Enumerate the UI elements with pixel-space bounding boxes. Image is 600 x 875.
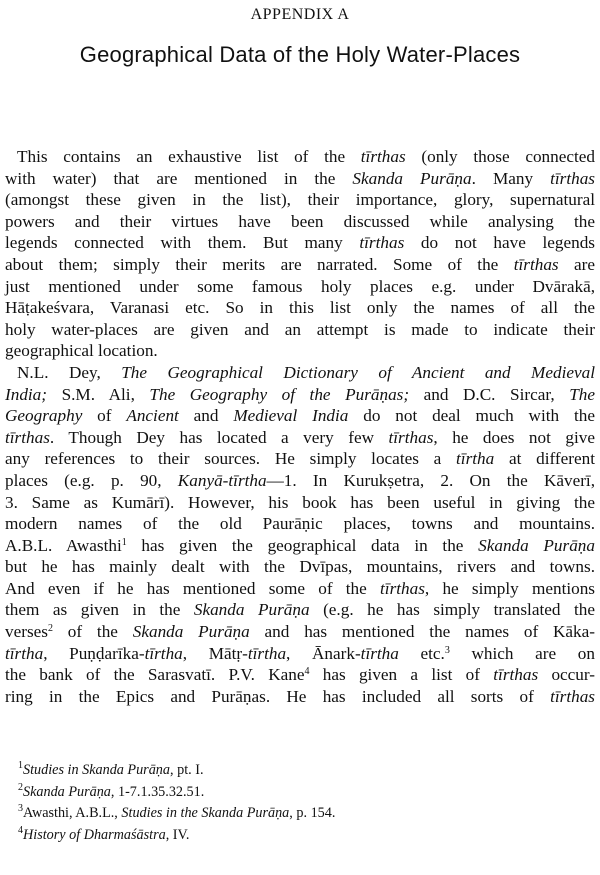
text-line: tīrtha, Puṇḍarīka-tīrtha, Mātṛ-tīrtha, Ānark-tīrtha etc.$^3$ which are on <box>5 643 595 663</box>
text-line: tīrthas. Though Dey has located a very few tīrthas, he does not give <box>5 427 595 447</box>
text-line: just mentioned under some famous holy places e.g. under Dvārakā, <box>5 276 595 296</box>
text-line: the bank of the Sarasvatī. P.V. Kane$^4$ has given a list of tīrthas occur- <box>5 665 595 685</box>
footnote-3: $^3$Awasthi, A.B.L., Studies in the Skanda Purāṇa, p. 154. <box>18 803 336 821</box>
appendix-label: APPENDIX A <box>250 6 350 23</box>
text-line: powers and their virtues have been discussed while analysing the <box>5 211 595 231</box>
text-line: with water) that are mentioned in the Skanda Purāṇa. Many tīrthas <box>5 168 595 188</box>
text-line: them as given in the Skanda Purāṇa (e.g. he has simply translated the <box>5 600 595 620</box>
text-line: N.L. Dey, The Geographical Dictionary of Ancient and Medieval <box>17 362 595 382</box>
text-line: about them; simply their merits are narrated. Some of the tīrthas are <box>5 254 595 274</box>
text-line: places (e.g. p. 90, Kanyā-tīrtha—1. In Kurukṣetra, 2. On the Kāverī, <box>5 470 596 490</box>
text-line: This contains an exhaustive list of the tīrthas (only those connected <box>17 147 595 166</box>
text-line: A.B.L. Awasthi$^1$ has given the geographical data in the Skanda Purāṇa <box>5 535 595 555</box>
footnote-ref: 4 <box>304 666 310 678</box>
footnote-ref: 3 <box>444 644 450 656</box>
text-line: Hāṭakeśvara, Varanasi etc. So in this list only the names of all the <box>5 298 595 318</box>
footnote-1: $^1$Studies in Skanda Purāṇa, pt. I. <box>18 760 204 778</box>
text-line: verses$^2$ of the Skanda Purāṇa and has mentioned the names of Kāka- <box>5 622 595 642</box>
text-line: And even if he has mentioned some of the tīrthas, he simply mentions <box>5 578 595 598</box>
chapter-title: Geographical Data of the Holy Water-Places <box>79 42 521 67</box>
body-text <box>5 146 595 707</box>
text-line: (amongst these given in the list), their importance, glory, supernatural <box>5 190 595 210</box>
text-line: 3. Same as Kumārī). However, his book has been useful in giving the <box>5 492 595 512</box>
text-line: holy water-places are given and an attempt is made to indicate their <box>5 319 595 339</box>
text-line: but he has mainly dealt with the Dvīpas, mountains, rivers and towns. <box>5 557 595 577</box>
text-line: Geography of Ancient and Medieval India do not deal much with the <box>5 406 595 426</box>
footnote-2: $^2$Skanda Purāṇa, 1-7.1.35.32.51. <box>18 781 205 800</box>
text-line: modern names of the old Paurāṇic places, towns and mountains. <box>5 514 595 534</box>
footnotes <box>18 760 593 846</box>
footnote-ref: 2 <box>47 623 53 635</box>
text-line: legends connected with them. But many tīrthas do not have legends <box>5 233 596 253</box>
footnote-4: $^4$History of Dharmaśāstra, IV. <box>18 824 190 843</box>
text-line: ring in the Epics and Purāṇas. He has included all sorts of tīrthas <box>5 686 595 706</box>
text-line: geographical location. <box>5 341 158 361</box>
footnote-ref: 1 <box>121 536 127 548</box>
text-line: any references to their sources. He simply locates a tīrtha at different <box>5 449 595 469</box>
text-line: India; S.M. Ali, The Geography of the Purāṇas; and D.C. Sircar, The <box>5 384 595 404</box>
